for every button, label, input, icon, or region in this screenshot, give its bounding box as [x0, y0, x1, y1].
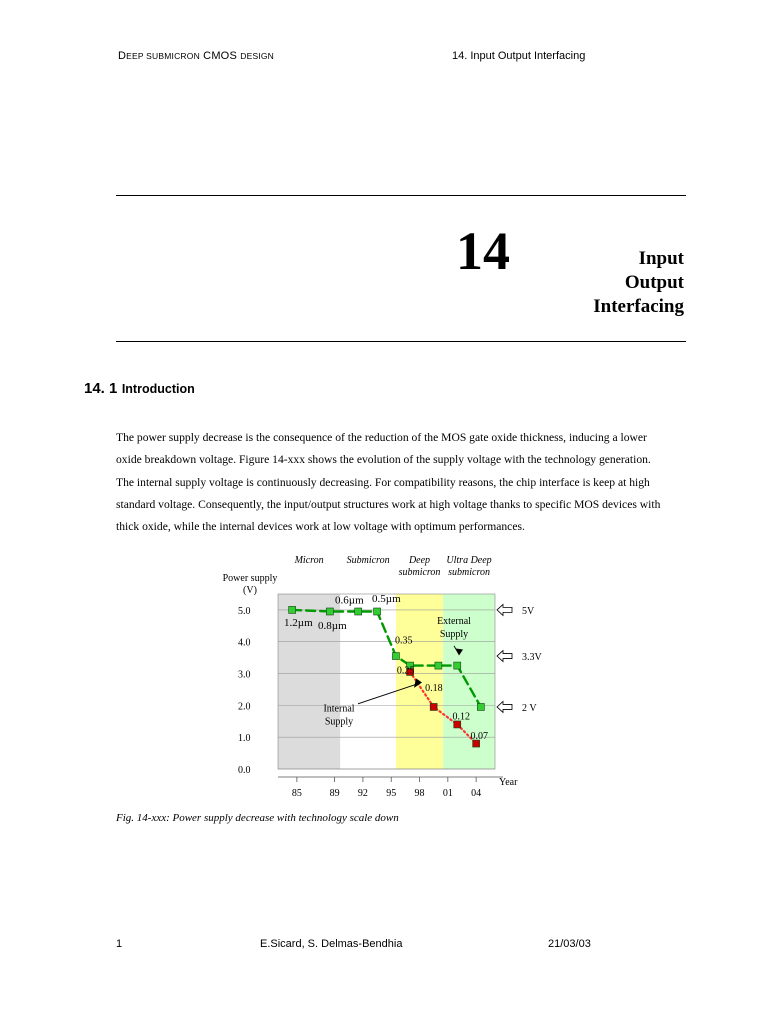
figure-caption: Fig. 14-xxx: Power supply decrease with technology scale down	[116, 812, 399, 824]
region-label: submicron	[398, 567, 441, 578]
chapter-title-line: Interfacing	[593, 296, 684, 317]
external-supply-point	[289, 606, 296, 613]
technology-node-label: 0.18	[425, 683, 443, 695]
footer-authors: E.Sicard, S. Delmas-Bendhia	[260, 938, 403, 950]
region-label: Ultra Deep	[446, 555, 492, 566]
bottom-rule	[116, 341, 686, 342]
y-axis-label: Power supply	[222, 573, 278, 584]
region-label: Deep	[408, 555, 431, 566]
x-tick-label: 95	[386, 788, 397, 799]
body-line: oxide breakdown voltage. Figure 14-xxx shows the evolution of the supply voltage with the technology generation.	[116, 453, 651, 467]
x-tick-label: 92	[357, 788, 368, 799]
voltage-label: 5V	[522, 605, 535, 617]
technology-node-label: 0.25	[396, 665, 415, 677]
technology-node-label: 0.6µm	[335, 594, 364, 607]
y-tick-label: 1.0	[238, 733, 251, 745]
x-axis-label: Year	[499, 777, 518, 788]
external-supply-point	[355, 608, 362, 615]
region-label: Micron	[294, 555, 324, 566]
voltage-label: 2 V	[522, 702, 537, 714]
power-supply-figure	[200, 548, 560, 808]
y-tick-label: 4.0	[238, 637, 251, 649]
section-title: Introduction	[121, 382, 195, 396]
running-header-right: 14. Input Output Interfacing	[452, 50, 586, 62]
technology-node-label: 0.12	[452, 711, 471, 723]
voltage-arrow-icon	[497, 701, 512, 712]
internal-supply-point	[430, 703, 437, 710]
body-line: thick oxide, while the internal devices work at low voltage with optimum performances.	[116, 520, 525, 534]
region-label: Submicron	[346, 555, 390, 566]
external-supply-point	[435, 662, 442, 669]
chapter-title	[593, 247, 684, 319]
x-tick-label: 85	[291, 788, 302, 799]
external-supply-point	[326, 608, 333, 615]
x-tick-label: 01	[442, 788, 453, 799]
technology-node-label: 1.2µm	[284, 616, 313, 629]
voltage-arrow-icon	[497, 651, 512, 662]
chapter-number: 14	[456, 221, 510, 281]
voltage-label: 3.3V	[522, 652, 542, 664]
x-tick-label: 04	[471, 788, 482, 799]
x-tick-label: 89	[329, 788, 340, 799]
y-tick-label: 0.0	[238, 765, 251, 776]
power-supply-chart	[200, 548, 560, 803]
section-heading	[84, 380, 195, 398]
body-line: The internal supply voltage is continuously decreasing. For compatibility reasons, the chip interface is keep at high	[116, 475, 650, 489]
y-axis-label: (V)	[243, 585, 257, 596]
voltage-arrow-icon	[497, 604, 512, 615]
chapter-title-line: Input	[638, 248, 684, 269]
technology-node-label: 0.07	[470, 730, 488, 742]
external-supply-point	[477, 703, 484, 710]
body-paragraph	[116, 427, 686, 538]
region-label: submicron	[448, 567, 490, 578]
internal-supply-label: Internal	[323, 703, 355, 715]
top-rule	[116, 195, 686, 196]
section-number: 14. 1	[84, 380, 118, 397]
y-tick-label: 5.0	[238, 605, 251, 617]
external-supply-label: Supply	[439, 628, 469, 640]
footer-page-number: 1	[116, 938, 123, 950]
x-tick-label: 98	[414, 788, 425, 799]
technology-node-label: 0.35	[394, 635, 413, 647]
y-tick-label: 3.0	[238, 669, 251, 681]
running-header-left: DEEP SUBMICRON CMOS DESIGN	[118, 50, 275, 62]
external-supply-label: External	[437, 615, 471, 627]
external-supply-point	[392, 653, 399, 660]
external-supply-point	[374, 608, 381, 615]
region-band	[340, 594, 396, 769]
body-line: standard voltage. Consequently, the input/output structures work at high voltage thanks to specific MOS devices with	[116, 497, 661, 511]
chapter-title-line: Output	[624, 272, 684, 293]
body-line: The power supply decrease is the consequence of the reduction of the MOS gate oxide thickness, inducing a lower	[116, 431, 647, 444]
technology-node-label: 0.8µm	[318, 620, 347, 632]
footer-date: 21/03/03	[548, 938, 591, 950]
technology-node-label: 0.5µm	[372, 592, 401, 605]
y-tick-label: 2.0	[238, 701, 251, 713]
external-supply-point	[454, 662, 461, 669]
internal-supply-label: Supply	[324, 716, 354, 728]
